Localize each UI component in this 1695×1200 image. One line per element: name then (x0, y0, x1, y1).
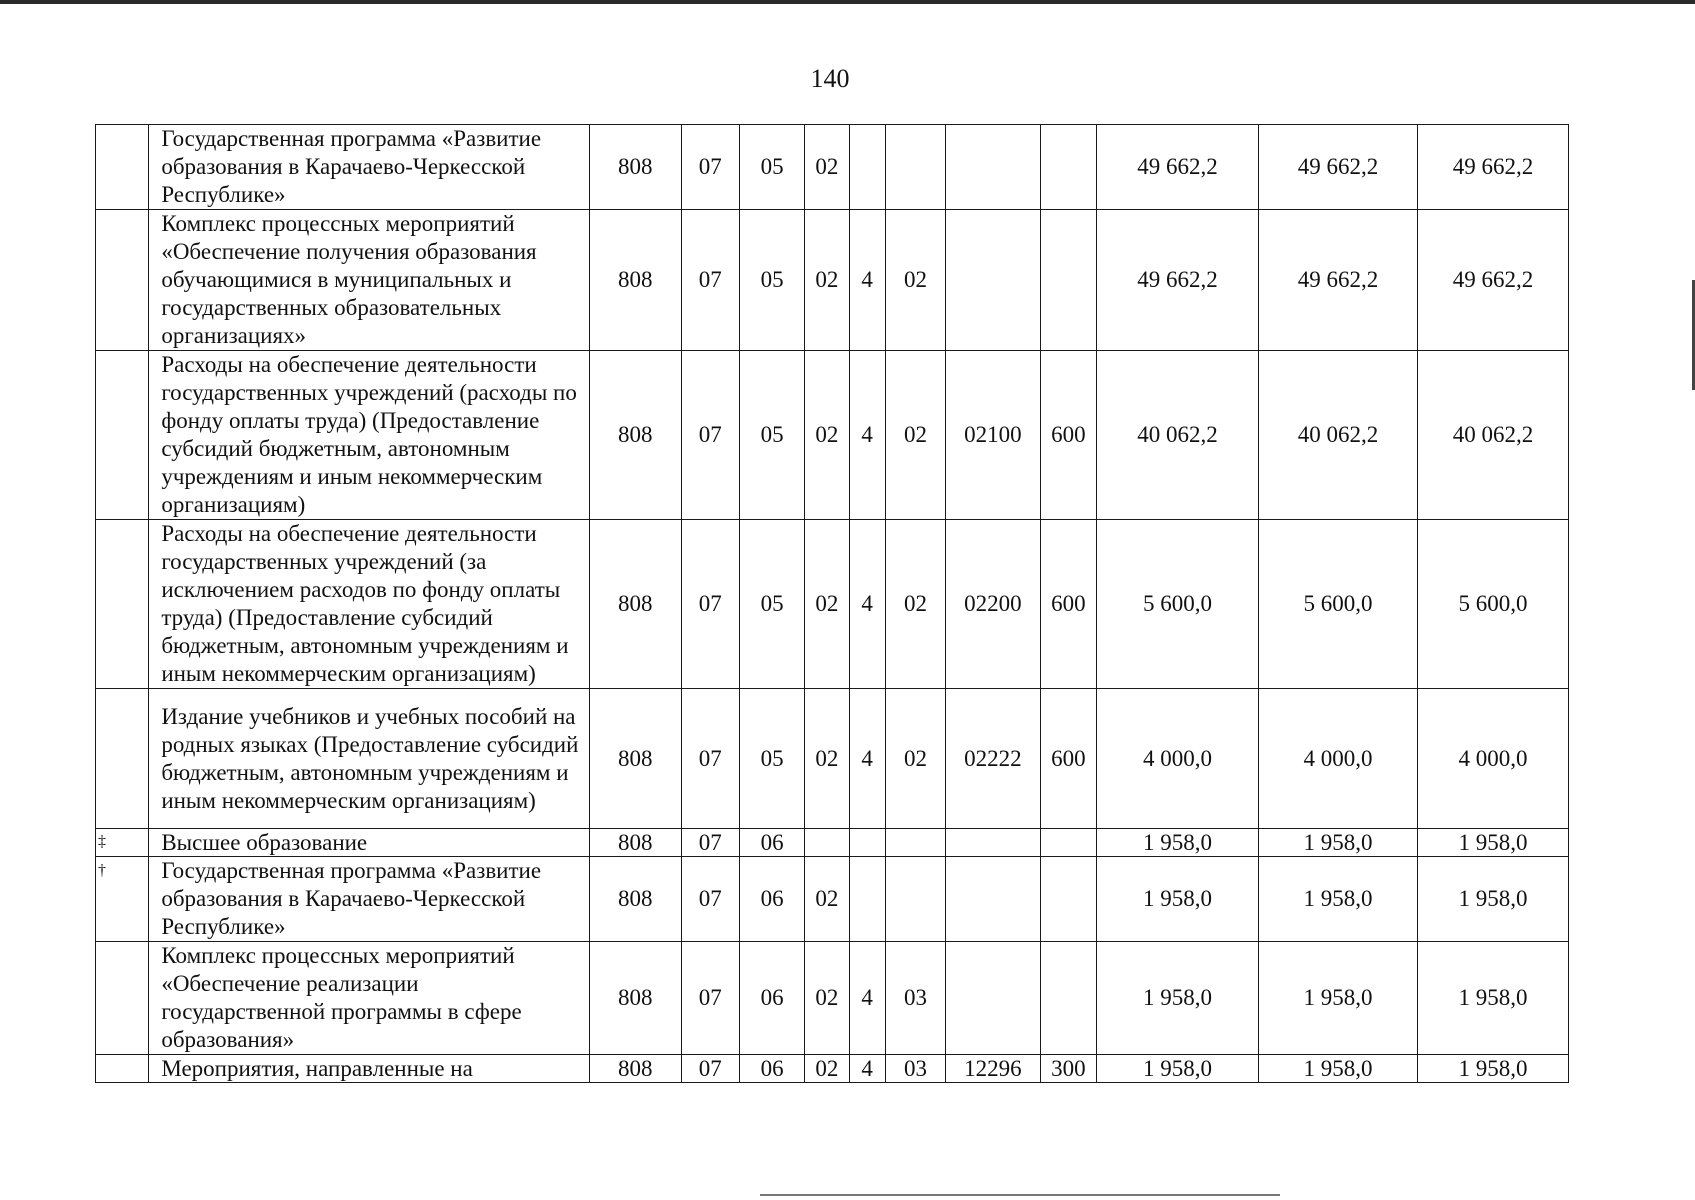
code-subsection: 06 (739, 1055, 804, 1083)
code-type: 4 (849, 210, 885, 351)
amount-3: 1 958,0 (1417, 1055, 1568, 1083)
amount-3: 1 958,0 (1417, 857, 1568, 942)
code-complex: 02 (885, 689, 945, 829)
code-ministry: 808 (590, 520, 682, 689)
amount-1: 1 958,0 (1097, 829, 1259, 857)
code-complex: 02 (885, 351, 945, 520)
table-row (96, 829, 1569, 857)
code-section: 07 (681, 125, 739, 210)
code-program: 02 (805, 942, 849, 1055)
code-expense-type: 300 (1040, 1055, 1096, 1083)
code-direction (946, 829, 1041, 857)
scan-top-edge (0, 0, 1695, 4)
amount-3: 5 600,0 (1417, 520, 1568, 689)
amount-2: 1 958,0 (1259, 829, 1418, 857)
code-expense-type (1040, 942, 1096, 1055)
code-type (849, 125, 885, 210)
row-marker: ‡ (96, 829, 149, 857)
amount-2: 1 958,0 (1259, 942, 1418, 1055)
code-subsection: 06 (739, 942, 804, 1055)
code-section: 07 (681, 829, 739, 857)
code-subsection: 05 (739, 520, 804, 689)
amount-3: 4 000,0 (1417, 689, 1568, 829)
amount-3: 49 662,2 (1417, 210, 1568, 351)
code-program: 02 (805, 210, 849, 351)
code-direction: 02222 (946, 689, 1041, 829)
code-type: 4 (849, 942, 885, 1055)
code-section: 07 (681, 689, 739, 829)
code-type (849, 829, 885, 857)
code-direction (946, 942, 1041, 1055)
code-subsection: 05 (739, 351, 804, 520)
table-row (96, 125, 1569, 210)
row-marker (96, 351, 149, 520)
row-name: Государственная программа «Развитие образования в Карачаево-Черкесской Республике» (149, 857, 590, 942)
code-subsection: 05 (739, 689, 804, 829)
code-section: 07 (681, 520, 739, 689)
amount-1: 5 600,0 (1097, 520, 1259, 689)
code-expense-type (1040, 857, 1096, 942)
code-subsection: 05 (739, 125, 804, 210)
amount-2: 40 062,2 (1259, 351, 1418, 520)
code-expense-type: 600 (1040, 520, 1096, 689)
amount-1: 40 062,2 (1097, 351, 1259, 520)
row-name: Мероприятия, направленные на (149, 1055, 590, 1083)
code-ministry: 808 (590, 125, 682, 210)
table-row (96, 1055, 1569, 1083)
scan-bottom-edge-mark (760, 1194, 1280, 1196)
code-type: 4 (849, 1055, 885, 1083)
code-type (849, 857, 885, 942)
row-name: Комплекс процессных мероприятий «Обеспечение реализации государственной программы в сфере образования» (149, 942, 590, 1055)
row-name: Расходы на обеспечение деятельности государственных учреждений (за исключением расходов по фонду оплаты труда) (Предоставление субсидий бюджетным, автономным учреждениям и иным некоммерческим организациям) (149, 520, 590, 689)
code-complex: 02 (885, 210, 945, 351)
code-expense-type: 600 (1040, 351, 1096, 520)
row-name: Издание учебников и учебных пособий на родных языках (Предоставление субсидий бюджетным, автономным учреждениям и иным некоммерческим организациям) (149, 689, 590, 829)
code-subsection: 06 (739, 829, 804, 857)
code-direction: 02200 (946, 520, 1041, 689)
code-ministry: 808 (590, 829, 682, 857)
code-subsection: 05 (739, 210, 804, 351)
code-direction: 02100 (946, 351, 1041, 520)
code-ministry: 808 (590, 1055, 682, 1083)
code-section: 07 (681, 857, 739, 942)
budget-table (95, 124, 1569, 1083)
code-direction (946, 125, 1041, 210)
table-row (96, 210, 1569, 351)
row-name: Государственная программа «Развитие образования в Карачаево-Черкесской Республике» (149, 125, 590, 210)
code-ministry: 808 (590, 857, 682, 942)
code-program: 02 (805, 857, 849, 942)
amount-2: 5 600,0 (1259, 520, 1418, 689)
code-section: 07 (681, 210, 739, 351)
code-program: 02 (805, 125, 849, 210)
row-name: Высшее образование (149, 829, 590, 857)
code-direction: 12296 (946, 1055, 1041, 1083)
amount-1: 49 662,2 (1097, 125, 1259, 210)
amount-2: 49 662,2 (1259, 125, 1418, 210)
row-marker (96, 689, 149, 829)
code-section: 07 (681, 351, 739, 520)
code-type: 4 (849, 351, 885, 520)
code-complex (885, 857, 945, 942)
row-marker (96, 125, 149, 210)
row-marker (96, 520, 149, 689)
table-row (96, 351, 1569, 520)
row-marker (96, 210, 149, 351)
table-row (96, 857, 1569, 942)
code-expense-type (1040, 210, 1096, 351)
row-marker: † (96, 857, 149, 942)
amount-2: 49 662,2 (1259, 210, 1418, 351)
code-program (805, 829, 849, 857)
row-name: Расходы на обеспечение деятельности государственных учреждений (расходы по фонду оплаты труда) (Предоставление субсидий бюджетным, автономным учреждениям и иным некоммерческим организациям) (149, 351, 590, 520)
amount-3: 49 662,2 (1417, 125, 1568, 210)
code-program: 02 (805, 351, 849, 520)
code-direction (946, 857, 1041, 942)
amount-2: 1 958,0 (1259, 857, 1418, 942)
code-program: 02 (805, 1055, 849, 1083)
row-marker (96, 942, 149, 1055)
amount-1: 1 958,0 (1097, 1055, 1259, 1083)
code-type: 4 (849, 520, 885, 689)
code-expense-type (1040, 829, 1096, 857)
code-complex (885, 829, 945, 857)
amount-2: 4 000,0 (1259, 689, 1418, 829)
code-type: 4 (849, 689, 885, 829)
code-expense-type: 600 (1040, 689, 1096, 829)
code-ministry: 808 (590, 351, 682, 520)
code-program: 02 (805, 520, 849, 689)
code-complex: 03 (885, 942, 945, 1055)
page-number: 140 (810, 64, 850, 93)
code-complex: 03 (885, 1055, 945, 1083)
code-program: 02 (805, 689, 849, 829)
table-row (96, 520, 1569, 689)
amount-2: 1 958,0 (1259, 1055, 1418, 1083)
code-subsection: 06 (739, 857, 804, 942)
code-complex: 02 (885, 520, 945, 689)
amount-1: 4 000,0 (1097, 689, 1259, 829)
row-marker (96, 1055, 149, 1083)
amount-1: 49 662,2 (1097, 210, 1259, 351)
code-ministry: 808 (590, 689, 682, 829)
amount-1: 1 958,0 (1097, 942, 1259, 1055)
table-row (96, 689, 1569, 829)
code-ministry: 808 (590, 210, 682, 351)
code-ministry: 808 (590, 942, 682, 1055)
amount-3: 40 062,2 (1417, 351, 1568, 520)
code-direction (946, 210, 1041, 351)
amount-1: 1 958,0 (1097, 857, 1259, 942)
row-name: Комплекс процессных мероприятий «Обеспечение получения образования обучающимися в муниципальных и государственных образовательных организациях» (149, 210, 590, 351)
table-row (96, 942, 1569, 1055)
code-section: 07 (681, 1055, 739, 1083)
code-section: 07 (681, 942, 739, 1055)
amount-3: 1 958,0 (1417, 829, 1568, 857)
code-complex (885, 125, 945, 210)
code-expense-type (1040, 125, 1096, 210)
amount-3: 1 958,0 (1417, 942, 1568, 1055)
